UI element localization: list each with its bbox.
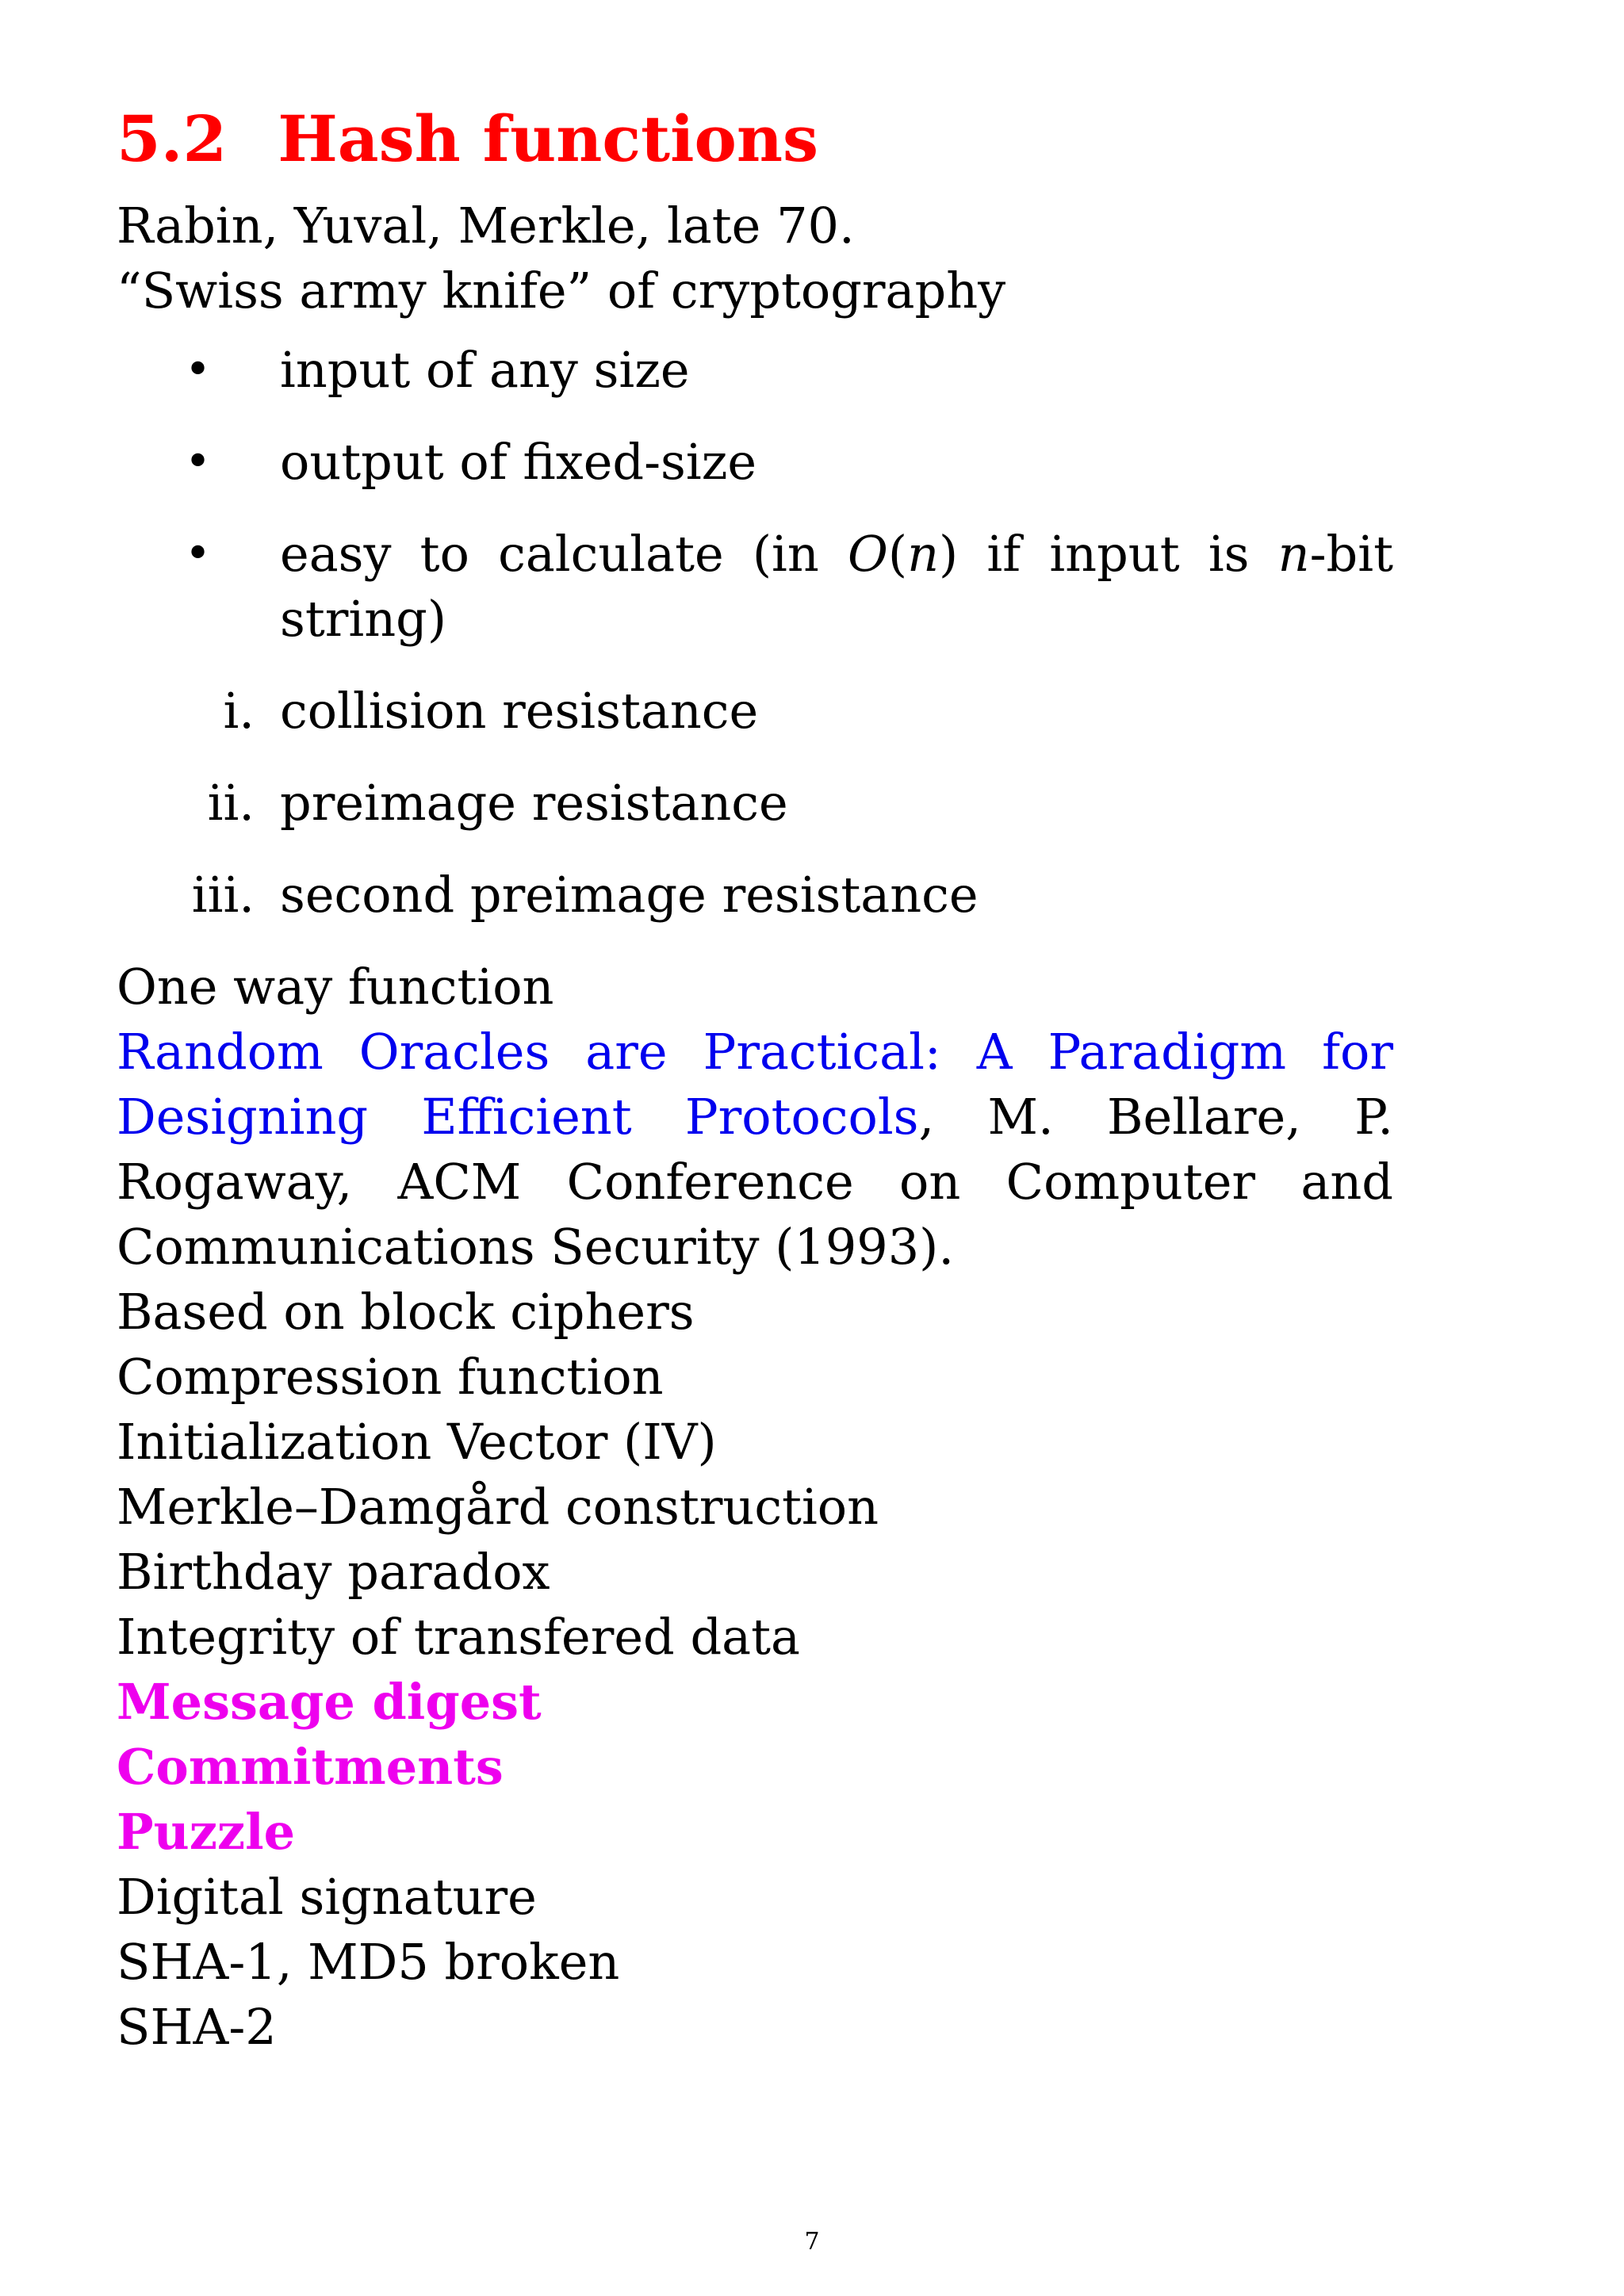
topic-line: Based on block ciphers xyxy=(117,1283,695,1341)
topic-line: SHA-1, MD5 broken xyxy=(117,1933,620,1991)
bullet-text-part: -bit string) xyxy=(280,525,1393,648)
topic-line: Integrity of transfered data xyxy=(117,1608,800,1666)
topic-line: Compression function xyxy=(117,1348,664,1406)
bullet-dot-icon: • xyxy=(185,344,212,396)
numbered-marker: ii. xyxy=(207,774,255,832)
math-big-o: O xyxy=(848,525,888,583)
bullet-dot-icon: • xyxy=(185,528,212,580)
reference-rest: , M. Bellare, P. Rogaway, ACM Conference on Computer and Communications Security (1993). xyxy=(117,1088,1393,1276)
math-n: n xyxy=(907,525,939,583)
numbered-item xyxy=(117,863,1393,928)
topic-line: Merkle–Damgård construction xyxy=(117,1478,879,1536)
page-number: 7 xyxy=(804,2228,820,2256)
bullet-text: output of fixed-size xyxy=(280,433,757,491)
bullet-item xyxy=(117,338,1393,403)
page-content xyxy=(117,95,1393,2060)
intro-line: “Swiss army knife” of cryptography xyxy=(117,262,1006,320)
numbered-text: collision resistance xyxy=(280,682,759,740)
section-heading xyxy=(117,95,1393,182)
math-n: n xyxy=(1277,525,1310,583)
math-paren: ) xyxy=(939,525,959,583)
section-number: 5.2 xyxy=(117,101,228,176)
numbered-list xyxy=(117,679,1393,928)
topic-line: Birthday paradox xyxy=(117,1543,550,1601)
reference-link[interactable]: Random Oracles are Practical: A Paradigm for Designing Efficient Protocols xyxy=(117,1023,1393,1146)
highlight-line: Puzzle xyxy=(117,1803,296,1861)
topic-line: Digital signature xyxy=(117,1868,537,1926)
topic-line: SHA-2 xyxy=(117,1998,277,2056)
numbered-item xyxy=(117,771,1393,836)
bullet-text: input of any size xyxy=(280,341,690,399)
one-way-line: One way function xyxy=(117,958,554,1016)
numbered-text: preimage resistance xyxy=(280,774,788,832)
bullet-text-part: easy to calculate (in xyxy=(280,525,848,583)
bullet-list xyxy=(117,338,1393,652)
bullet-dot-icon: • xyxy=(185,436,212,488)
bullet-text xyxy=(280,525,1393,648)
section-title: Hash functions xyxy=(278,101,819,176)
intro-block xyxy=(117,193,1393,323)
math-paren: ( xyxy=(887,525,908,583)
topic-line: Initialization Vector (IV) xyxy=(117,1413,717,1471)
intro-line: Rabin, Yuval, Merkle, late 70. xyxy=(117,197,855,254)
numbered-marker: iii. xyxy=(191,866,255,924)
bullet-item xyxy=(117,430,1393,495)
numbered-item xyxy=(117,679,1393,744)
highlight-line: Commitments xyxy=(117,1738,504,1796)
numbered-marker: i. xyxy=(223,682,255,740)
bullet-text-part: if input is xyxy=(958,525,1278,583)
reference-paragraph xyxy=(117,1020,1393,1280)
bullet-item xyxy=(117,522,1393,652)
highlight-line: Message digest xyxy=(117,1673,542,1731)
numbered-text: second preimage resistance xyxy=(280,866,979,924)
